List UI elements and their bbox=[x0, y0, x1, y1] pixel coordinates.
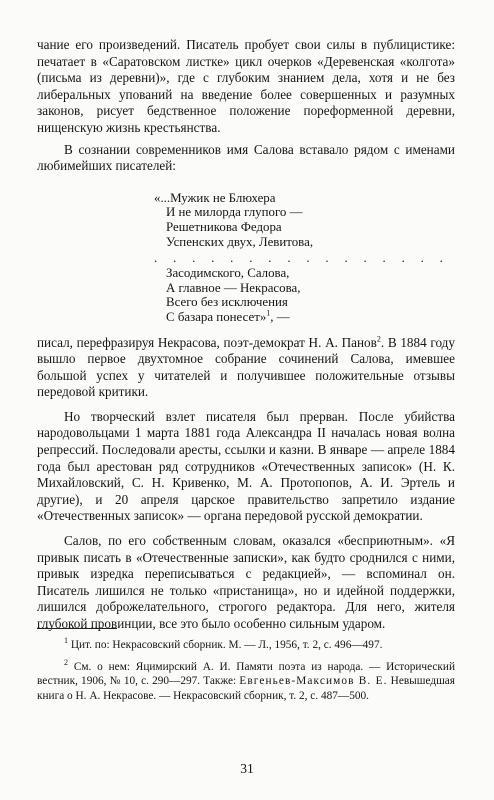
paragraph-panov-start: писал, перефразируя Некрасова, поэт-демократ Н. А. Панов bbox=[37, 334, 377, 350]
poem-line: Засодимского, Салова, bbox=[166, 266, 290, 281]
poem-line: А главное — Некрасова, bbox=[166, 280, 301, 295]
main-text bbox=[37, 37, 455, 633]
footnote-1 bbox=[37, 638, 455, 652]
footnote-text: Цит. по: Некрасовский сборник. М. — Л., 1956, т. 2, с. 496—497. bbox=[70, 639, 383, 651]
poem-ellipsis-row: . . . . . . . . . . . . . . . . bbox=[154, 251, 450, 266]
footnote-marker: 1 bbox=[64, 636, 68, 646]
footnote-ref-1[interactable]: 1 bbox=[266, 308, 271, 318]
footnote-author: Евгеньев-Максимов В. Е. bbox=[239, 675, 388, 688]
footnotes bbox=[37, 638, 455, 703]
poem-line: Всего без исключения bbox=[166, 295, 288, 310]
poem-line-last bbox=[154, 310, 455, 325]
paragraph-panov bbox=[37, 335, 455, 401]
poem-line-tail: , — bbox=[270, 309, 290, 324]
footnote-marker: 2 bbox=[64, 658, 68, 668]
page-number: 31 bbox=[240, 761, 254, 776]
paragraph-publicism: чание его произведений. Писатель пробует свои силы в публицистике: печатает в «Саратовском листке» цикл очерков «Деревенская «колгота» (письма из деревни)», где с глубоким знанием дела, хотя и не без либеральных упований на введение более совершенных и разумных законов, рисует бедственное положение пореформенной деревни, нищенскую жизнь крестьянства. bbox=[37, 37, 455, 135]
footnote-divider bbox=[37, 628, 117, 629]
poem-line-text: С базара понесет» bbox=[166, 309, 267, 324]
poem-line: Успенских двух, Левитова, bbox=[166, 234, 314, 249]
poem-line: И не милорда глупого — bbox=[166, 205, 303, 220]
footnote-text: Невышедшая книга о Н. А. Некрасове. — Некрасовский сборник, т. 2, с. 487—500. bbox=[37, 675, 455, 702]
paragraph-contemporaries: В сознании современников имя Салова вставало рядом с именами любимейших писателей: bbox=[37, 141, 455, 174]
poem-line: Решетникова Федора bbox=[166, 219, 282, 234]
poem-quote bbox=[154, 191, 455, 325]
paragraph-repressions: Но творческий взлет писателя был прерван. После убийства народовольцами 1 марта 1881 года Александра II началась новая волна репрессий. Последовали аресты, ссылки и казни. В январе — апреле 1884 года был арестован ряд сотрудников «Отечественных записок» (Н. К. Михайловский, С. Н. Кривенко, М. А. Протопопов, А. И. Эртель и другие), и 20 апреля царское правительство запретило издание «Отечественных записок» — органа передовой русской демократии. bbox=[37, 408, 455, 524]
footnote-text: См. о нем: Яцимирский А. И. Памяти поэта из народа. — Исторический вестник, 1906, № 10, с. 290—297. Также: bbox=[37, 661, 455, 688]
poem-line: «...Мужик не Блюхера bbox=[154, 190, 276, 205]
footnote-2 bbox=[37, 660, 455, 703]
paragraph-panov-end: . В 1884 году вышло первое двухтомное собрание сочинений Салова, имевшее большой успех у читателей и получившее положительные отзывы передовой критики. bbox=[37, 334, 455, 400]
footnote-ref-2[interactable]: 2 bbox=[376, 334, 381, 344]
paragraph-homeless: Салов, по его собственным словам, оказался «бесприютным». «Я привык писать в «Отечественные записки», как будто сроднился с ними, привык изредка переписываться с редакцией», — вспоминал он. Писатель лишился не только «пристанища», но и идейной поддержки, лишился доброжелательного, строгого редактора. Для него, жителя глубокой провинции, все это было особенно сильным ударом. bbox=[37, 533, 455, 631]
